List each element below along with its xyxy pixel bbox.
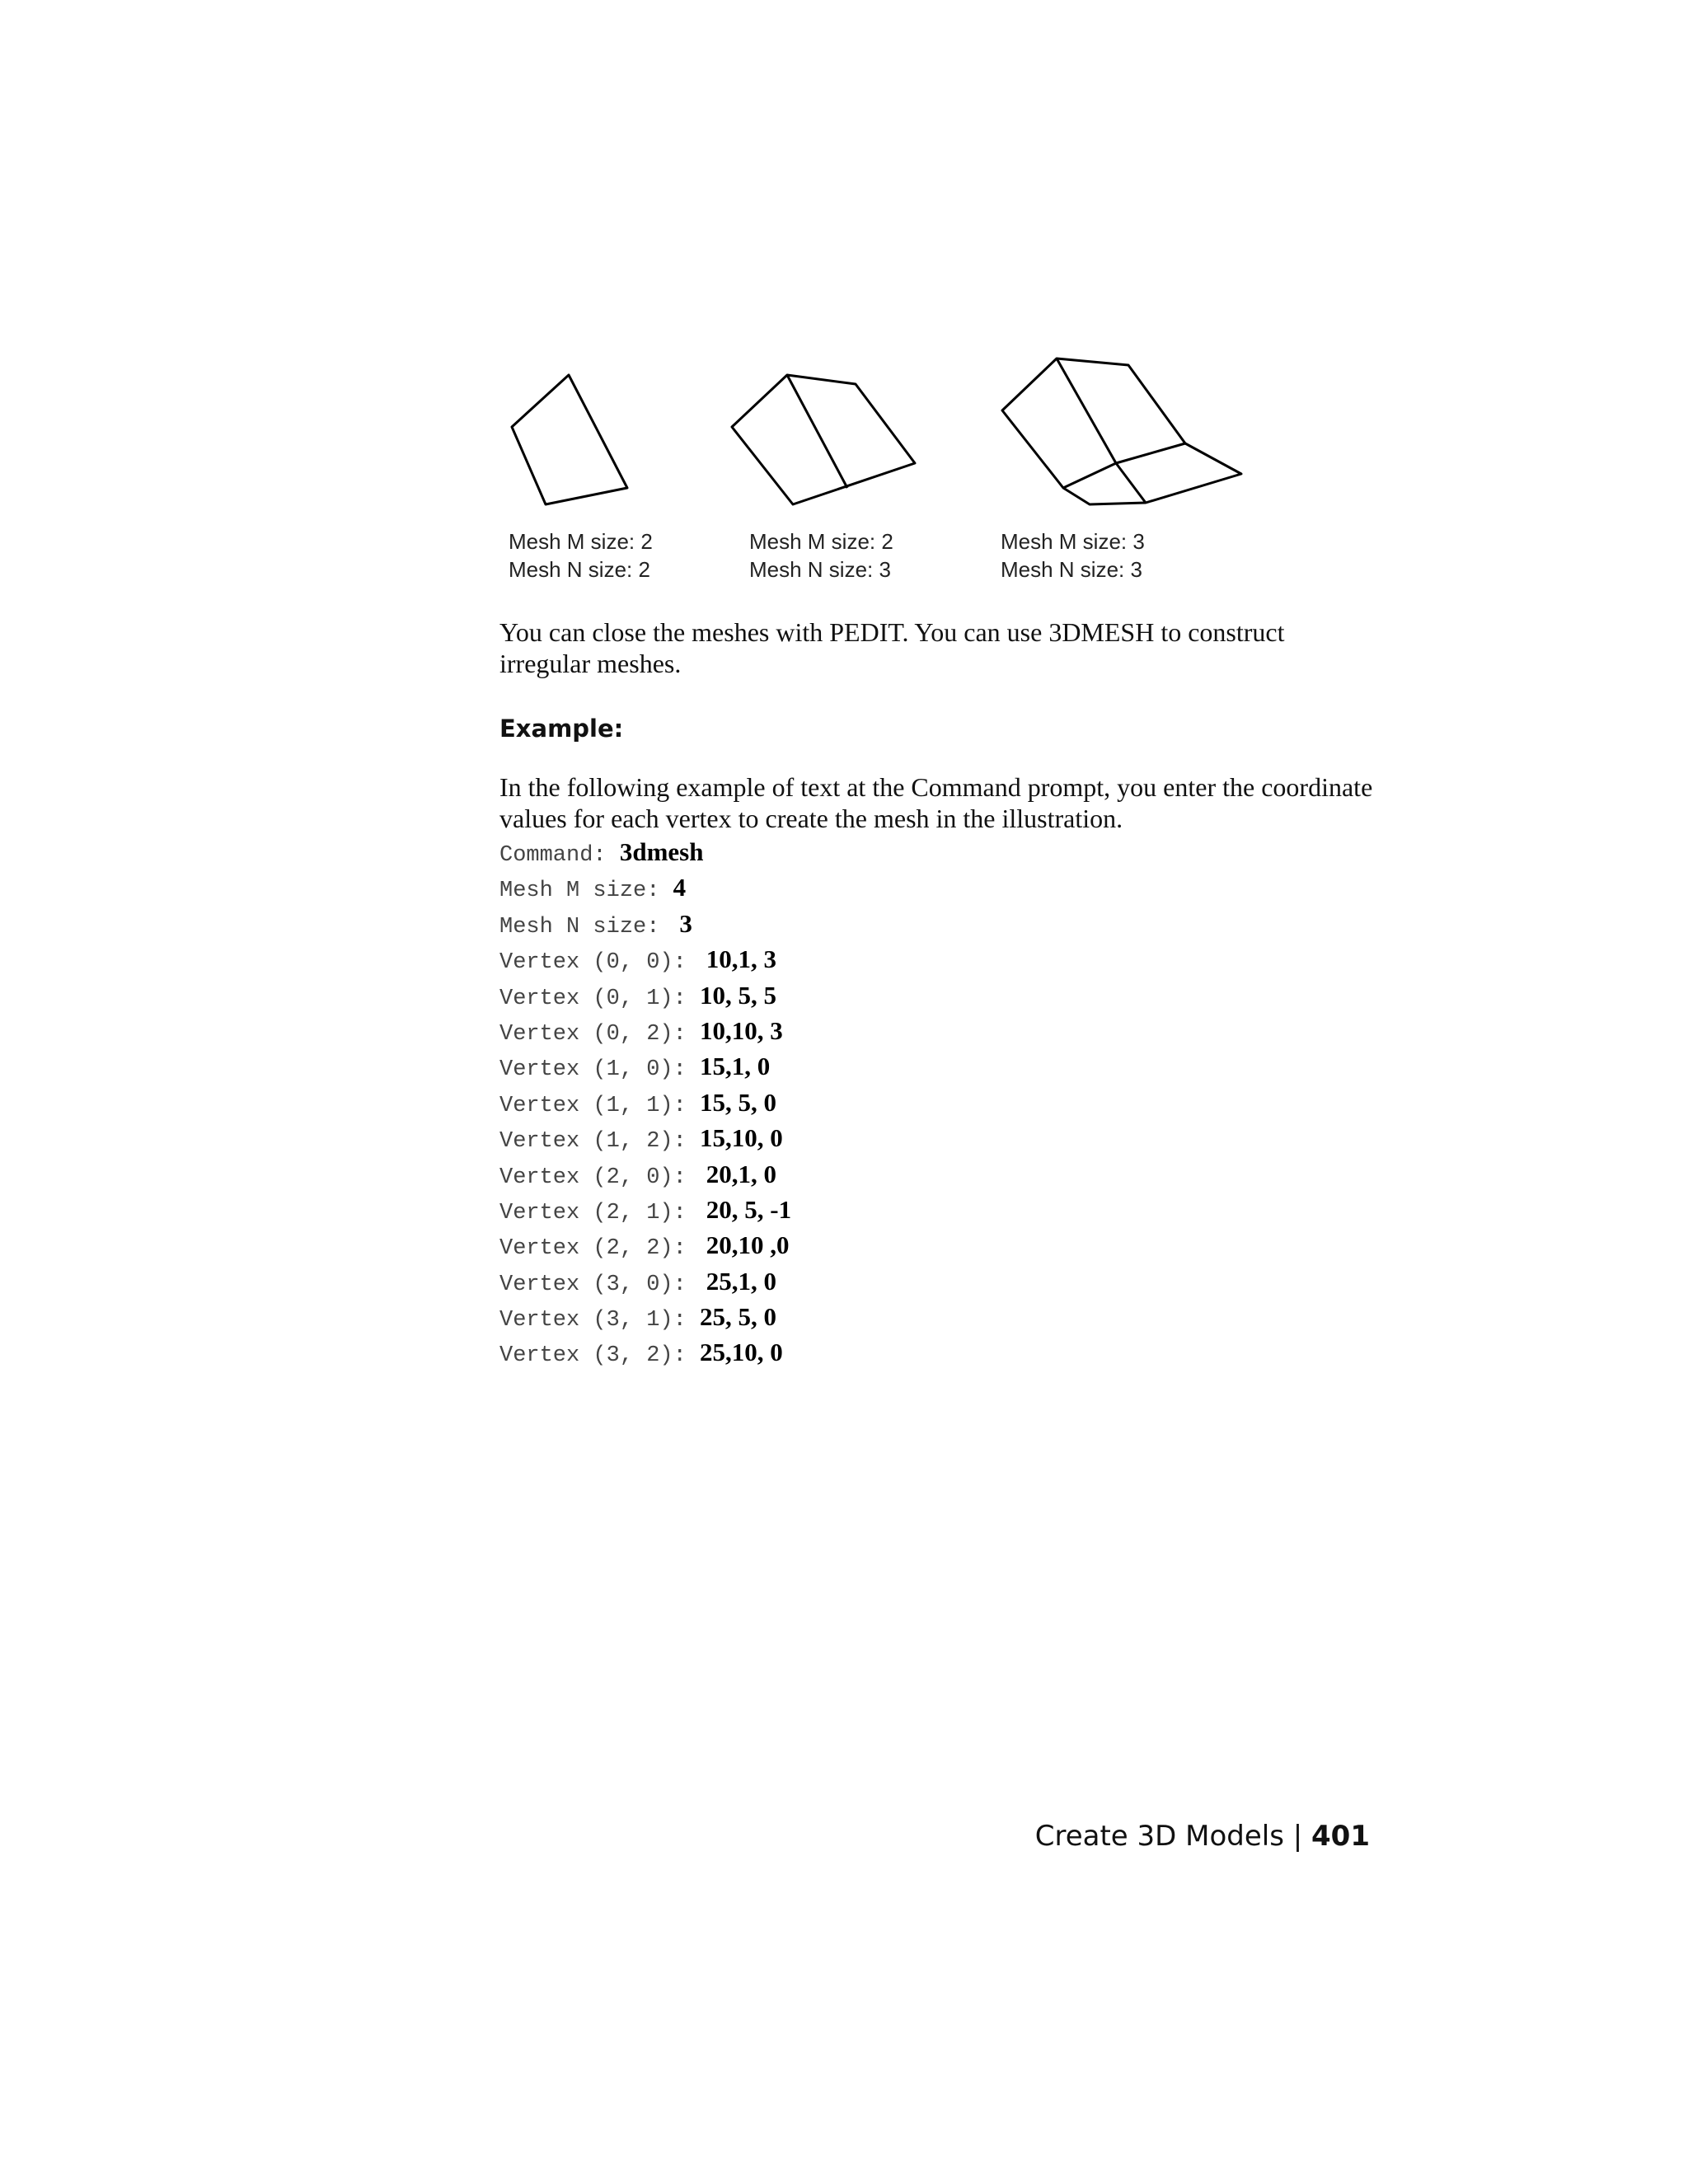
mesh-caption — [1001, 527, 1145, 583]
command-entry: 15,1, 0 — [700, 1052, 771, 1081]
command-entry: 4 — [673, 873, 687, 902]
command-entry: 3dmesh — [619, 837, 704, 866]
command-prompt: Vertex (2, 1): — [499, 1200, 701, 1226]
mesh-caption — [509, 527, 653, 583]
mesh-n-size-label: Mesh N size: 3 — [749, 557, 891, 582]
command-line — [499, 1085, 791, 1120]
command-prompt: Vertex (0, 1): — [499, 986, 701, 1011]
command-prompt: Vertex (2, 2): — [499, 1236, 701, 1262]
command-line — [499, 869, 791, 905]
command-prompt: Mesh N size: — [499, 914, 673, 940]
command-line — [499, 941, 791, 977]
command-transcript — [499, 834, 791, 1371]
mesh-3x3-edge — [1057, 359, 1116, 463]
mesh-3x3-edge — [1063, 463, 1116, 488]
mesh-3x3-edge — [1116, 463, 1146, 503]
command-prompt: Vertex (1, 2): — [499, 1129, 701, 1155]
mesh-n-size-label: Mesh N size: 2 — [509, 557, 650, 582]
command-prompt: Vertex (2, 0): — [499, 1165, 701, 1190]
footer-separator: | — [1283, 1820, 1312, 1853]
mesh-m-size-label: Mesh M size: 2 — [749, 529, 893, 554]
command-prompt: Vertex (1, 0): — [499, 1057, 701, 1083]
mesh-2x3-outline — [732, 375, 915, 504]
command-prompt: Mesh M size: — [499, 879, 673, 904]
command-line — [499, 906, 791, 941]
command-prompt: Vertex (0, 0): — [499, 950, 701, 976]
mesh-3x3-outline — [1002, 359, 1241, 504]
mesh-caption — [749, 527, 893, 583]
mesh-3x3-edge — [1116, 443, 1185, 463]
command-line — [499, 1192, 791, 1227]
command-prompt: Vertex (3, 2): — [499, 1343, 701, 1369]
command-entry: 20,10 ,0 — [700, 1230, 790, 1260]
command-entry: 3 — [673, 908, 692, 938]
footer-section-title: Create 3D Models — [1034, 1820, 1284, 1853]
command-entry: 15,10, 0 — [700, 1123, 783, 1153]
command-entry: 10, 5, 5 — [700, 980, 777, 1010]
command-line — [499, 1048, 791, 1084]
command-prompt: Vertex (3, 0): — [499, 1272, 701, 1297]
page-number: 401 — [1311, 1820, 1370, 1853]
mesh-2x2-outline — [512, 375, 627, 504]
command-entry: 20,1, 0 — [700, 1159, 777, 1188]
command-prompt: Vertex (0, 2): — [499, 1021, 701, 1047]
example-paragraph: In the following example of text at the Command prompt, you enter the coordinate values for each vertex to create the mesh in the illustration. — [499, 772, 1373, 833]
command-prompt: Vertex (3, 1): — [499, 1308, 701, 1333]
mesh-m-size-label: Mesh M size: 3 — [1001, 529, 1145, 554]
mesh-2x3-edge — [787, 375, 847, 488]
command-line — [499, 1120, 791, 1155]
command-line — [499, 1299, 791, 1334]
command-line — [499, 977, 791, 1013]
command-entry: 10,10, 3 — [700, 1015, 783, 1045]
command-line — [499, 1156, 791, 1192]
command-prompt: Command: — [499, 843, 620, 868]
example-heading: Example: — [499, 715, 624, 743]
command-entry: 25,1, 0 — [700, 1266, 777, 1296]
mesh-figure — [495, 346, 1278, 593]
command-entry: 20, 5, -1 — [700, 1194, 792, 1224]
command-line — [499, 1334, 791, 1370]
command-prompt: Vertex (1, 1): — [499, 1093, 701, 1118]
command-entry: 15, 5, 0 — [700, 1087, 777, 1117]
command-entry: 25, 5, 0 — [700, 1302, 777, 1332]
command-entry: 10,1, 3 — [700, 944, 777, 974]
command-line — [499, 834, 791, 869]
page-footer — [1035, 1818, 1370, 1854]
command-line — [499, 1013, 791, 1048]
command-line — [499, 1227, 791, 1263]
intro-paragraph: You can close the meshes with PEDIT. You can use 3DMESH to construct irregular meshes. — [499, 617, 1285, 678]
command-entry: 25,10, 0 — [700, 1338, 783, 1367]
mesh-m-size-label: Mesh M size: 2 — [509, 529, 653, 554]
command-line — [499, 1263, 791, 1299]
mesh-drawings — [495, 346, 1278, 527]
mesh-n-size-label: Mesh N size: 3 — [1001, 557, 1142, 582]
